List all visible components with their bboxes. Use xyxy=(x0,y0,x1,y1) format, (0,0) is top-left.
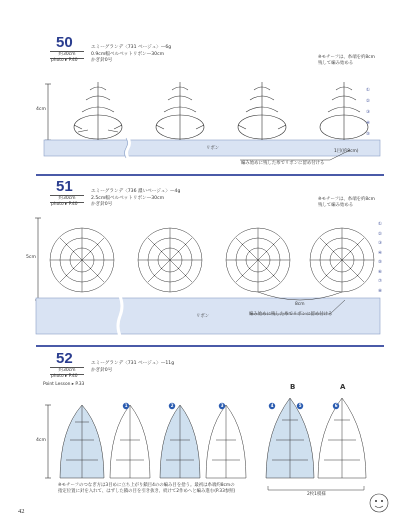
motif-52-2 xyxy=(110,405,150,478)
section-50-ribbon-label: リボン xyxy=(206,146,220,151)
section-51-note: ※モチーフは、糸端を約8cm 残して編み始める xyxy=(318,197,375,208)
section-50-round-numbers: ① ② ③ ④ ⑤ xyxy=(366,88,370,137)
motif-52-1 xyxy=(60,405,104,478)
section-50-number: 50 xyxy=(56,34,73,51)
material-line: かぎ針0号 xyxy=(91,202,113,208)
page-number: 42 xyxy=(18,508,25,515)
material-line: 2.5cm幅ベルベットリボン—30cm xyxy=(91,195,165,201)
section-52-process-ref: Point Lesson ▸ P.33 xyxy=(43,382,85,387)
material-line: エミーグランデ〈736 濃いベージュ〉—4g xyxy=(91,189,181,194)
section-50-photo-ref: photo ▸ P.40 xyxy=(51,58,78,63)
material-line: 0.9cm幅ベルベットリボン—30cm xyxy=(91,51,165,57)
section-52-joint-label: 2枚1模様 xyxy=(307,492,326,497)
section-51-round-numbers: ① ② ③ ④ ⑤ ⑥ ⑦ ⑧ xyxy=(378,222,382,294)
motif-52-6 xyxy=(318,398,366,478)
section-52-gauge-size: 約30cm xyxy=(50,367,84,375)
section-50-note: ※モチーフは、糸端を約8cm 残して編み始める xyxy=(318,55,375,66)
material-line: エミーグランデ〈731 ベージュ〉—11g xyxy=(91,361,175,366)
mascot-illustration xyxy=(366,490,392,516)
section-50-callout-1: 1目(約8cm) xyxy=(334,149,359,154)
section-51-height-label: 5cm xyxy=(26,255,36,260)
section-51-spacing-label: 8cm xyxy=(295,302,305,307)
section-52-photo-ref: photo ▸ P.40 xyxy=(51,374,78,379)
section-50-callout-2: 編み始めに残した糸でリボンに留め付ける xyxy=(241,161,325,166)
section-52-footnote: ※モチーフのつなぎ方は3目めに立ち上がり鎖目4のの編み目を拾う。最初は糸端約8cmの 指定位置に針を入れて、はずした鎖の目を引き抜き、続けて2作めへと編み進む(P.33参照) xyxy=(58,483,236,494)
section-50-gauge-size: 約30cm xyxy=(50,51,84,59)
material-line: かぎ針0号 xyxy=(91,58,113,64)
section-52-label-a: A xyxy=(340,383,346,391)
section-52-label-b: B xyxy=(290,383,296,391)
section-51-gauge-size: 約30cm xyxy=(50,195,84,203)
section-52-number: 52 xyxy=(56,350,73,367)
section-51-number: 51 xyxy=(56,178,73,195)
motif-52-4 xyxy=(206,405,246,478)
section-52-height-label: 4cm xyxy=(36,438,46,443)
section-51-ribbon-label: リボン xyxy=(196,314,210,319)
motif-52-3 xyxy=(160,405,200,478)
material-line: かぎ針0号 xyxy=(91,367,113,373)
motif-52-5 xyxy=(266,398,314,478)
section-51-photo-ref: photo ▸ P.40 xyxy=(51,202,78,207)
material-line: エミーグランデ〈731 ベージュ〉—6g xyxy=(91,45,172,50)
section-51-callout: 編み始めに残した糸でリボンに留め付ける xyxy=(249,312,333,317)
section-50-height-label: 4cm xyxy=(36,107,46,112)
